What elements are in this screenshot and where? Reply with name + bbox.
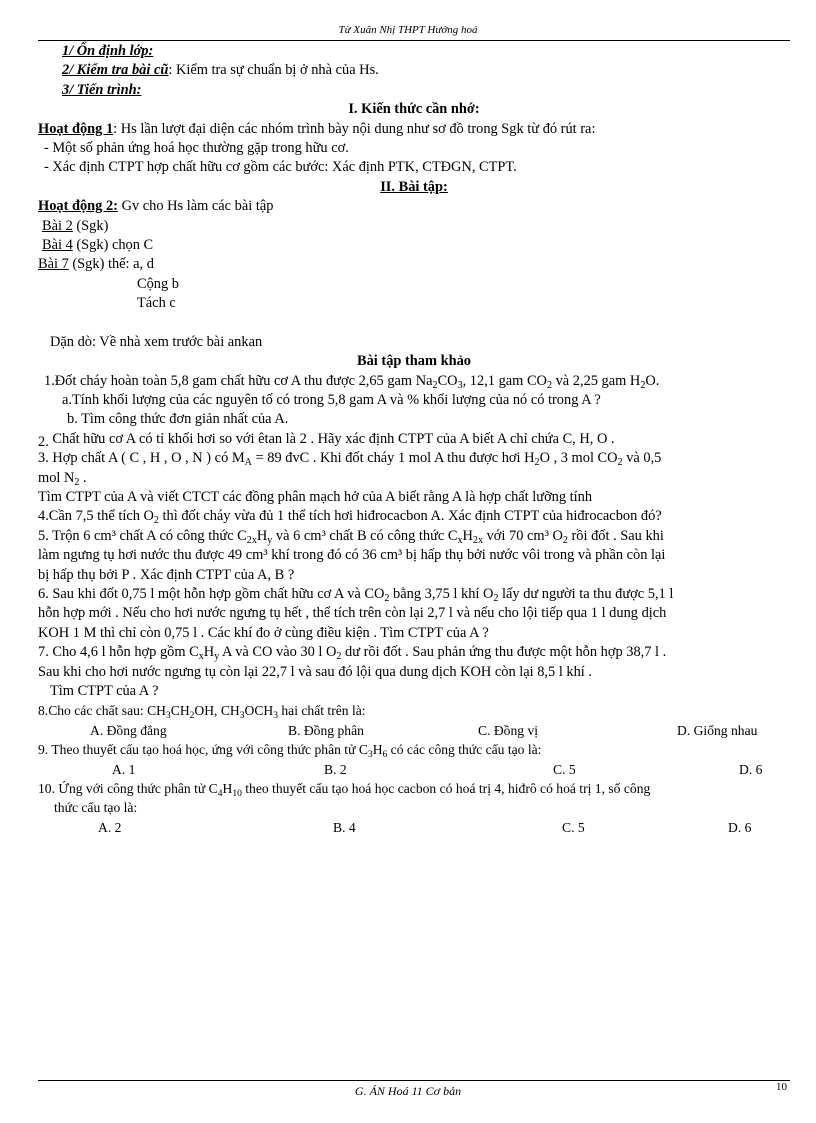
q9-text-a: 9. Theo thuyết cấu tạo hoá học, ứng với công thức phân tử C xyxy=(38,742,368,758)
question-9 xyxy=(38,740,790,759)
q3-text-a: 3. Hợp chất A ( C , H , O , N ) có M xyxy=(38,450,245,467)
q5-sub: x xyxy=(457,534,463,546)
q8-text-d: OCH xyxy=(244,703,274,719)
question-6c: KOH 1 M thì chỉ còn 0,75 l . Các khí đo ở cùng điều kiện . Tìm CTPT của A ? xyxy=(38,624,489,641)
section-2-text: : Kiểm tra sự chuẩn bị ở nhà của Hs. xyxy=(168,62,379,79)
q3-sub: A xyxy=(244,457,252,469)
exercise-7 xyxy=(38,255,790,274)
q5-text-c: và 6 cm³ chất B có công thức C xyxy=(272,527,458,544)
q9-option-c: C. 5 xyxy=(553,761,576,777)
question-9-options xyxy=(38,760,790,779)
exercise-7-label: Bài 7 xyxy=(38,256,69,273)
q8-sub: 3 xyxy=(273,711,278,722)
q5-sub: 2 xyxy=(562,534,568,546)
exercise-7-tach: Tách c xyxy=(137,295,176,312)
q7-sub: 2 xyxy=(336,651,342,663)
q9-sub: 3 xyxy=(367,750,373,761)
spacer xyxy=(38,314,790,333)
q6-text-a: 6. Sau khi đốt 0,75 l một hỗn hợp gồm chất hữu cơ A và CO xyxy=(38,585,385,602)
q10-option-c: C. 5 xyxy=(562,819,585,835)
q1-text-a: 1.Đốt cháy hoàn toàn 5,8 gam chất hữu cơ A thu được 2,65 gam Na xyxy=(44,372,433,389)
q7-text-b: H xyxy=(203,644,215,661)
part-1-title: I. Kiến thức cần nhớ: xyxy=(348,101,480,118)
q8-option-a: A. Đồng đẳng xyxy=(90,722,167,738)
exercise-4 xyxy=(38,236,790,255)
page-footer: G. ÁN Hoá 11 Cơ bản xyxy=(354,1084,462,1098)
q5-text-b: H xyxy=(256,527,268,544)
q3-sub: 2 xyxy=(617,457,623,469)
q10-text-b: H xyxy=(222,781,233,797)
exercise-2-text: (Sgk) xyxy=(72,217,109,234)
q4-sub: 2 xyxy=(153,515,159,527)
question-3 xyxy=(38,449,790,468)
q1-text-d: và 2,25 gam H xyxy=(552,372,641,389)
section-1 xyxy=(38,42,790,61)
q1-sub: 2 xyxy=(546,379,552,391)
section-3-title: 3/ Tiến trình: xyxy=(62,81,142,98)
q3-text-f: . xyxy=(79,469,87,486)
activity-2-label: Hoạt động 2: xyxy=(38,198,118,215)
q1-sub: 2 xyxy=(640,379,646,391)
q2-number: 2. xyxy=(38,433,49,450)
q5-text-f: rồi đốt . Sau khi xyxy=(567,527,664,544)
q3-text-c: O , 3 mol CO xyxy=(539,450,618,467)
q4-text-a: 4.Cần 7,5 thể tích O xyxy=(38,508,154,525)
question-5c: bị hấp thụ bởi P . Xác định CTPT của A, B ? xyxy=(38,566,295,583)
q9-text-b: H xyxy=(372,742,383,758)
activity-1-bullet-1: - Một số phản ứng hoá học thường gặp trong hữu cơ. xyxy=(44,140,349,157)
q8-sub: 2 xyxy=(189,711,195,722)
question-3-cont xyxy=(38,469,790,488)
activity-1 xyxy=(38,120,790,139)
q3-text-b: = 89 đvC . Khi đốt cháy 1 mol A thu được hơi H xyxy=(251,450,535,467)
q1-text-e: O. xyxy=(645,372,660,389)
q6-sub: 2 xyxy=(493,592,499,604)
q1-sub: 3 xyxy=(457,379,463,391)
exercise-7-text: (Sgk) thế: a, d xyxy=(68,256,154,273)
q8-text-a: 8.Cho các chất sau: CH xyxy=(38,703,166,719)
question-2 xyxy=(38,430,790,449)
q5-text-e: với 70 cm³ O xyxy=(483,527,563,544)
exercise-2-label: Bài 2 xyxy=(42,217,73,234)
q5-text-a: 5. Trộn 6 cm³ chất A có công thức C xyxy=(38,527,247,544)
q1-text-b: CO xyxy=(437,372,458,389)
exercise-4-text: (Sgk) chọn C xyxy=(72,237,154,254)
page-header: Từ Xuân Nhị THPT Hướng hoá xyxy=(338,24,478,36)
part-2-title-text: II. Bài tập: xyxy=(380,178,448,195)
q7-text-a: 7. Cho 4,6 l hỗn hợp gồm C xyxy=(38,644,199,661)
q3-text-e: mol N xyxy=(38,469,75,486)
q10-sub: 4 xyxy=(217,789,223,800)
q7-text-c: A và CO vào 30 l O xyxy=(219,644,337,661)
section-2 xyxy=(38,61,790,80)
section-3 xyxy=(38,81,790,100)
q6-text-b: bằng 3,75 l khí O xyxy=(389,585,494,602)
question-1b: b. Tìm công thức đơn giản nhất của A. xyxy=(67,411,289,428)
page-number: 10 xyxy=(776,1081,787,1093)
question-7b: Sau khi cho hơi nước ngưng tụ còn lại 22,7 l và sau đó lội qua dung dịch KOH còn lại 8,5 l khí . xyxy=(38,663,593,680)
activity-2-text: Gv cho Hs làm các bài tập xyxy=(117,198,274,215)
q7-text-d: dư rồi đốt . Sau phản ứng thu được một hỗn hợp 38,7 l . xyxy=(341,644,667,661)
q8-option-c: C. Đồng vị xyxy=(478,722,539,738)
q9-option-b: B. 2 xyxy=(324,761,347,777)
question-8 xyxy=(38,701,790,720)
part-2-title xyxy=(38,178,790,197)
q2-text: Chất hữu cơ A có tỉ khối hơi so với êtan là 2 . Hãy xác định CTPT của A biết A chỉ chứa C, H, O . xyxy=(52,430,615,447)
q8-sub: 3 xyxy=(239,711,245,722)
q4-text-b: thì đốt cháy vừa đủ 1 thể tích hơi hiđrocacbon A. Xác định CTPT của hiđrocacbon đó? xyxy=(158,508,662,525)
q8-option-b: B. Đồng phân xyxy=(288,722,364,738)
exercise-2 xyxy=(38,217,790,236)
exercise-7-cong: Cộng b xyxy=(137,275,179,292)
question-1 xyxy=(38,372,790,391)
q10-text-a: 10. Ứng với công thức phân tử C xyxy=(38,781,218,797)
activity-1-text: : Hs lần lượt đại diện các nhóm trình bày nội dung như sơ đồ trong Sgk từ đó rút ra: xyxy=(113,120,596,137)
q10-option-b: B. 4 xyxy=(333,819,356,835)
section-1-title: 1/ Ổn định lớp: xyxy=(62,43,154,59)
q7-sub: x xyxy=(198,651,204,663)
question-10 xyxy=(38,779,790,798)
q9-text-c: có các công thức cấu tạo là: xyxy=(387,742,542,758)
question-8-options xyxy=(38,721,790,740)
activity-2 xyxy=(38,197,790,216)
question-7c: Tìm CTPT của A ? xyxy=(50,683,159,699)
activity-1-bullet-2: - Xác định CTPT hợp chất hữu cơ gồm các bước: Xác định PTK, CTĐGN, CTPT. xyxy=(44,159,517,176)
reference-title: Bài tập tham khảo xyxy=(357,353,471,370)
q3-sub: 2 xyxy=(534,457,540,469)
homework-note: Dặn dò: Về nhà xem trước bài ankan xyxy=(50,333,263,350)
question-1a: a.Tính khối lượng của các nguyên tố có trong 5,8 gam A và % khối lượng của nó có trong A ? xyxy=(62,391,601,408)
question-6b: hỗn hợp mới . Nếu cho hơi nước ngưng tụ hết , thể tích trên còn lại 2,7 l và nếu cho lội tiếp qua 1 l dung dịch xyxy=(38,605,667,622)
q9-option-d: D. 6 xyxy=(739,761,763,777)
section-2-title: 2/ Kiểm tra bài cũ xyxy=(62,62,169,79)
q9-option-a: A. 1 xyxy=(112,761,136,777)
question-5 xyxy=(38,527,790,546)
q1-sub: 2 xyxy=(432,379,438,391)
question-3b: Tìm CTPT của A và viết CTCT các đồng phân mạch hở của A biết rằng A là hợp chất lưỡng tính xyxy=(38,488,593,505)
q6-text-c: lấy dư người ta thu được 5,1 l xyxy=(498,585,674,602)
q6-sub: 2 xyxy=(384,592,390,604)
q5-sub: 2x xyxy=(246,534,257,546)
q10-text-c: theo thuyết cấu tạo hoá học cacbon có hoá trị 4, hiđrô có hoá trị 1, số công xyxy=(241,781,651,797)
q10-sub: 10 xyxy=(232,789,242,800)
question-4 xyxy=(38,507,790,526)
question-10b: thức cấu tạo là: xyxy=(54,800,138,816)
q3-sub: 2 xyxy=(74,476,80,488)
q5-text-d: H xyxy=(462,527,473,544)
activity-1-label: Hoạt động 1 xyxy=(38,120,114,137)
q8-text-e: hai chất trên là: xyxy=(277,703,366,719)
exercise-4-label: Bài 4 xyxy=(42,237,73,254)
q3-text-d: và 0,5 xyxy=(622,450,662,467)
q5-sub: 2x xyxy=(472,534,483,546)
q5-sub: y xyxy=(267,534,273,546)
q1-text-c: , 12,1 gam CO xyxy=(462,372,547,389)
footer-rule xyxy=(38,1080,790,1081)
q9-sub: 6 xyxy=(382,750,388,761)
q10-option-d: D. 6 xyxy=(728,819,752,835)
q8-sub: 3 xyxy=(165,711,171,722)
header-rule xyxy=(38,40,790,41)
q7-sub: y xyxy=(214,651,220,663)
q10-option-a: A. 2 xyxy=(98,819,122,835)
question-6 xyxy=(38,585,790,604)
question-10-options xyxy=(38,818,790,837)
question-7 xyxy=(38,643,790,662)
q8-text-b: CH xyxy=(170,703,190,719)
page-content xyxy=(38,42,790,837)
question-5b: làm ngưng tụ hơi nước thu được 49 cm³ khí trong đó có 36 cm³ bị hấp thụ bởi nước vôi trong và phần còn lại xyxy=(38,547,666,564)
q8-option-d: D. Giống nhau xyxy=(677,722,758,738)
q8-text-c: OH, CH xyxy=(194,703,240,719)
